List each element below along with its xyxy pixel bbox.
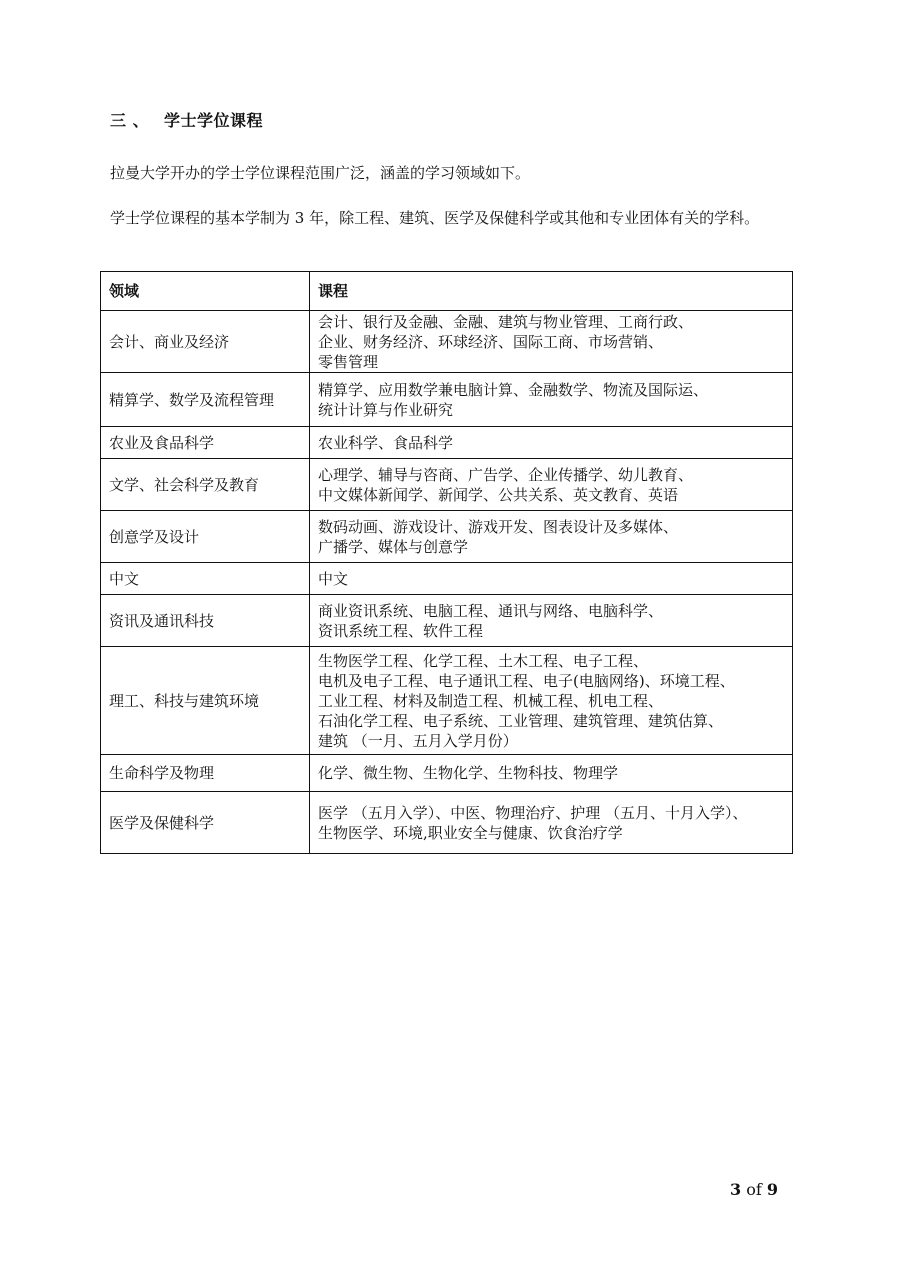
course-line: 工业工程、材料及制造工程、机械工程、机电工程、 (318, 691, 664, 710)
cell-area: 农业及食品科学 (101, 427, 310, 459)
course-line: 医学 （五月入学）、中医、物理治疗、护理 （五月、十月入学）、 (318, 803, 748, 822)
course-line: 企业、财务经济、环球经济、国际工商、市场营销、 (318, 332, 664, 351)
table-row (101, 755, 793, 792)
cell-area: 中文 (101, 563, 310, 595)
cell-area: 医学及保健科学 (101, 792, 310, 854)
table-header-row (101, 272, 793, 311)
table-body (101, 311, 793, 854)
cell-courses (310, 595, 793, 647)
course-line: 农业科学、食品科学 (318, 433, 454, 452)
courses-table (100, 271, 793, 854)
course-line: 广播学、媒体与创意学 (318, 537, 469, 556)
course-line: 心理学、辅导与咨商、广告学、企业传播学、幼儿教育、 (318, 465, 694, 484)
section-number: 三 、 (110, 111, 150, 130)
course-line: 电机及电子工程、电子通讯工程、电子(电脑网络)、环境工程、 (318, 671, 735, 690)
table-row (101, 647, 793, 755)
table-row (101, 595, 793, 647)
cell-courses (310, 511, 793, 563)
cell-area: 文学、社会科学及教育 (101, 459, 310, 511)
table-row (101, 459, 793, 511)
cell-area: 生命科学及物理 (101, 755, 310, 792)
course-line: 商业资讯系统、电脑工程、通讯与网络、电脑科学、 (318, 601, 664, 620)
cell-courses (310, 563, 793, 595)
cell-courses (310, 647, 793, 755)
cell-courses (310, 459, 793, 511)
cell-courses (310, 755, 793, 792)
cell-area: 资讯及通讯科技 (101, 595, 310, 647)
cell-courses (310, 311, 793, 373)
section-title: 学士学位课程 (164, 111, 264, 130)
course-line: 数码动画、游戏设计、游戏开发、图表设计及多媒体、 (318, 517, 679, 536)
course-line: 建筑 （一月、五月入学月份） (318, 731, 518, 750)
course-line: 会计、银行及金融、金融、建筑与物业管理、工商行政、 (318, 312, 694, 331)
cell-courses (310, 373, 793, 427)
cell-courses (310, 792, 793, 854)
table-row (101, 311, 793, 373)
course-line: 统计计算与作业研究 (318, 400, 454, 419)
page-current: 3 (730, 1180, 742, 1199)
cell-area: 精算学、数学及流程管理 (101, 373, 310, 427)
duration-paragraph: 学士学位课程的基本学制为 3 年，除工程、建筑、医学及保健科学或其他和专业团体有关的学科。 (110, 209, 760, 227)
cell-area: 会计、商业及经济 (101, 311, 310, 373)
section-heading (110, 108, 263, 131)
page-of: of (746, 1180, 762, 1199)
header-courses: 课程 (310, 272, 793, 311)
intro-paragraph: 拉曼大学开办的学士学位课程范围广泛，涵盖的学习领域如下。 (110, 164, 531, 182)
header-area: 领域 (101, 272, 310, 311)
course-line: 生物医学、环境,职业安全与健康、饮食治疗学 (318, 823, 623, 842)
page-total: 9 (766, 1180, 779, 1199)
cell-area: 理工、科技与建筑环境 (101, 647, 310, 755)
table-row (101, 373, 793, 427)
course-line: 资讯系统工程、软件工程 (318, 621, 484, 640)
cell-area: 创意学及设计 (101, 511, 310, 563)
course-line: 石油化学工程、电子系统、工业管理、建筑管理、建筑估算、 (318, 711, 724, 730)
course-line: 中文 (318, 569, 349, 588)
table-row (101, 511, 793, 563)
course-line: 精算学、应用数学兼电脑计算、金融数学、物流及国际运、 (318, 380, 709, 399)
cell-courses (310, 427, 793, 459)
table-row (101, 792, 793, 854)
course-line: 零售管理 (318, 352, 379, 371)
course-line: 化学、微生物、生物化学、生物科技、物理学 (318, 764, 619, 782)
table-row (101, 563, 793, 595)
page-number (730, 1180, 778, 1199)
course-line: 中文媒体新闻学、新闻学、公共关系、英文教育、英语 (318, 485, 679, 504)
table-row (101, 427, 793, 459)
course-line: 生物医学工程、化学工程、土木工程、电子工程、 (318, 651, 649, 670)
